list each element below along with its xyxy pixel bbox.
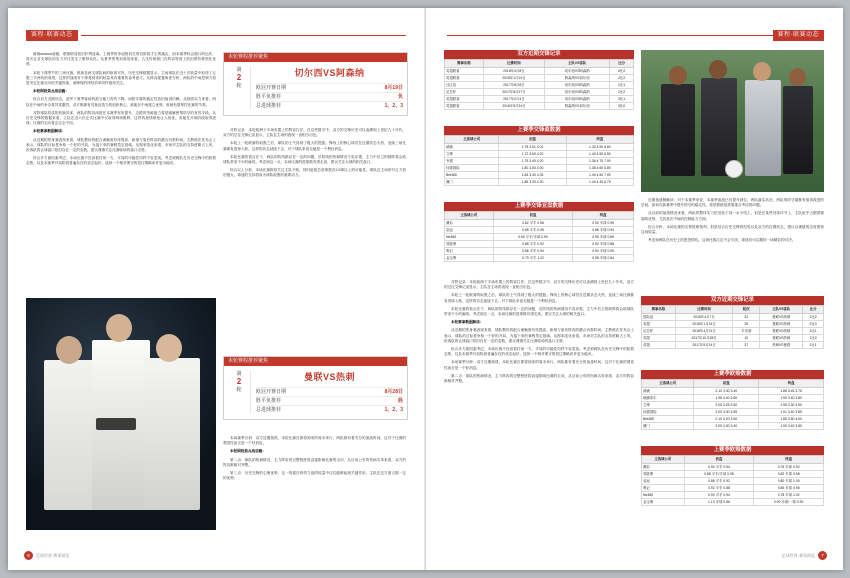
table-row xyxy=(445,68,634,75)
cell: 伟德国际 xyxy=(642,409,694,416)
cell: 足总杯 xyxy=(642,328,676,335)
row-key: 胜平负推荐 xyxy=(256,94,282,100)
table-row xyxy=(445,220,634,227)
table-row xyxy=(642,492,824,499)
cell: 2.05 3.25 3.50 xyxy=(694,402,759,409)
table-row xyxy=(445,75,634,82)
col-header: 初盘 xyxy=(684,456,754,464)
subheading: 本轮围绕焦点战前瞻： xyxy=(230,449,266,454)
table-recent-h2h-2 xyxy=(641,296,824,349)
cell: 1.78 3.51 4.01 xyxy=(499,144,566,151)
cell: 利记 xyxy=(642,485,685,492)
photo-head-1 xyxy=(669,66,687,85)
col-header: 主客球公司 xyxy=(642,380,694,388)
cell: 金宝博 xyxy=(642,499,685,506)
photo-player-1 xyxy=(661,84,695,176)
cell: 英超 xyxy=(642,342,676,349)
cell: Bet365 xyxy=(642,416,694,423)
cell: 1.75 3.40 4.20 xyxy=(499,158,566,165)
table-row xyxy=(642,423,824,430)
cell: 0.85 平手/半球 0.95 xyxy=(684,471,754,478)
cell: 阿森纳VS切尔西 xyxy=(545,103,610,110)
photo-player-left xyxy=(44,360,96,510)
table-row xyxy=(445,255,634,262)
col-header: 初盘 xyxy=(499,136,566,144)
cell: 伟德国际 xyxy=(445,165,499,172)
table-row xyxy=(445,103,634,110)
left-col-mid xyxy=(223,128,406,182)
data-table xyxy=(641,379,824,430)
paragraph: 本轮上一轮联赛的取胜之后，球队的士气得到了极大的提振。锋线上的核心球员在近期状态火热，连续三场比赛都有进球入账，这样的状态延续下去，对于球队来说无疑是一个利好消息。 xyxy=(223,141,406,151)
row-value: 1、2、3 xyxy=(384,407,403,413)
folio-number: 6 xyxy=(24,551,33,560)
cell: 曼联VS热刺 xyxy=(760,314,803,321)
cell: 0.76 半球 0.92 xyxy=(754,464,824,471)
cell: 皇冠 xyxy=(445,227,494,234)
table-title: 上赛季交锋亚盘数据 xyxy=(444,202,634,211)
cell: 2.10 3.30 3.40 xyxy=(694,388,759,395)
table-header-row xyxy=(642,380,824,388)
match-title: 切尔西VS阿森纳 xyxy=(294,68,365,78)
paragraph: 综合双方近期状态，蓝军下赛季客场的抢分能力有所下降，而防守端的稳定性依旧值得信赖。从纸面实力来看，两队在中场的争夺将异常激烈，双方都拥有具备创造力的组织核心，谁能在中场建立优势，谁就有望掌控比赛的节奏。 xyxy=(26,97,216,107)
round-label-bottom: 轮 xyxy=(236,387,242,393)
table-row xyxy=(642,335,824,342)
cell: 2017年10月28日 xyxy=(675,335,733,342)
cell: Bet365 xyxy=(445,172,499,179)
cell: 2017年8月6日 xyxy=(483,82,545,89)
folio-left xyxy=(24,551,69,560)
cell: 立博 xyxy=(445,151,499,158)
cell: 2.00 3.30 3.55 xyxy=(694,409,759,416)
cell: 1比0 xyxy=(803,335,824,342)
cell: 1.83 3.40 4.33 xyxy=(499,172,566,179)
match-title: 曼联VS热刺 xyxy=(303,372,355,382)
cell: 1.85 3.30 4.20 xyxy=(499,179,566,186)
cell: 英超联赛 xyxy=(445,103,484,110)
cell: 1.88 3.45 3.75 xyxy=(759,388,824,395)
table-header-row xyxy=(642,306,824,314)
col-header: 主队VS客队 xyxy=(545,60,610,68)
col-header: 轮次 xyxy=(733,306,760,314)
photo-player-right xyxy=(144,358,200,510)
col-header: 比分 xyxy=(610,60,634,68)
paragraph: 新赛season前瞻，联赛格局依旧扑朔迷离。上赛季的争冠格局在收官阶段才尘埃落定，而本赛季转会窗口的运作，再次让各支球队的实力对比发生了微妙变化。从夏季的集训表现来看，几支传统豪门在阵容厚度上依旧保持着领先优势。 xyxy=(26,52,216,67)
cell: 利记 xyxy=(445,248,494,255)
paragraph: 本轮比赛的看点在于，两队的防线都存在一定的问题，后防线的伤病情况不容乐观，主力中后卫的缺阵将会给球队带来不小的麻烦。考虑到这一点，本场比赛的进球数有望走高，建议关注大球的相关盘口。 xyxy=(444,306,634,317)
cell: 1比2 xyxy=(803,314,824,321)
photo-head-2 xyxy=(709,60,727,79)
photo-head-right xyxy=(156,334,182,362)
cell: 切尔西VS阿森纳 xyxy=(545,68,610,75)
training-photo xyxy=(641,50,824,192)
cell: 0.85 半球 0.95 xyxy=(754,485,824,492)
cell: 切尔西VS阿森纳 xyxy=(545,82,610,89)
table-title: 双方近期交锋记录 xyxy=(641,296,824,305)
data-table xyxy=(444,211,634,262)
col-header: 比分 xyxy=(803,306,824,314)
photo-football xyxy=(725,160,743,178)
cell: 威廉 xyxy=(642,388,694,395)
running-head-tag: 赛程·联赛动态 xyxy=(26,30,78,41)
cell: 1.38 4.60 6.80 xyxy=(566,165,633,172)
cell: 25 xyxy=(733,321,760,328)
cell: 0.90 半球/一球 0.92 xyxy=(754,499,824,506)
cell: 0.79 平手 1.02 xyxy=(493,255,573,262)
table-header-row xyxy=(445,136,634,144)
cell: 0比2 xyxy=(610,68,634,75)
cell: 1.98 3.40 3.60 xyxy=(694,395,759,402)
photo-head-4 xyxy=(789,68,806,86)
match-row xyxy=(256,101,403,110)
table-row xyxy=(642,478,824,485)
table-last-season-odds-1 xyxy=(444,126,634,186)
table-row xyxy=(642,409,824,416)
right-page xyxy=(425,8,843,570)
table-row xyxy=(642,314,824,321)
cell: 0.95 半球 0.85 xyxy=(573,234,634,241)
cell: 0.82 半球 0.98 xyxy=(754,471,824,478)
photo-player-4 xyxy=(783,86,813,174)
col-header: 主客球公司 xyxy=(445,212,494,220)
table-title: 上赛季欧赔数据 xyxy=(641,370,824,379)
row-value: 1、2、3 xyxy=(384,103,403,109)
col-header: 初盘 xyxy=(694,380,759,388)
paragraph: 本轮下课季节的三场比赛，都涉及两支球队间的宿命对决，历史交锋数据显示，主场球队在近十次较量中取得了五胜三平两负的成绩，这样的战绩对于即将到来的较量具有重要的参考意义。从阵容配置角度分析，两队的中场控制力将是决定比赛走向的关键因素，而锋线的终结效率同样值得关注。 xyxy=(26,70,216,86)
table-row xyxy=(445,165,634,172)
cell: 2比2 xyxy=(610,75,634,82)
col-header: 主客球公司 xyxy=(445,136,499,144)
cell: 1.85 3.50 4.00 xyxy=(759,416,824,423)
table-recent-h2h-1 xyxy=(444,50,634,110)
paragraph: 第二点：球队的伤病情况，主力阵容的完整程度将直接影响比赛的走向，从目前公布的伤病名单来看，双方的阵容都相对齐整。 xyxy=(223,457,406,467)
paragraph: 从近期的热身赛表现来看，球队整体的配合流畅度有待提高，新援与原有阵容的磨合仍需时间。主教练在发布会上表示，球队的目标是争取一个好的开局，为接下来的赛程奠定基础。从赔率变化来看，市场对主队的支持度略占上风，但客队的让球盘口依旧存在一定的变数，建议谨慎关注比赛临场的盘口走势。 xyxy=(26,137,216,153)
cell: 3比0 xyxy=(610,103,634,110)
paragraph: 综合多方面因素考虑，本场比赛不宜高看任何一方，平局的可能性同样不容忽视。考虑到两队在历史交锋中的胶着态势，以及本赛季开局阶段普遍存在的状态起伏，选择一个相对保守的投注策略或许更为稳妥。 xyxy=(26,156,216,166)
col-header: 终盘 xyxy=(759,380,824,388)
cell: 0.86 平手 0.94 xyxy=(493,248,573,255)
cell: 曼联VS热刺 xyxy=(760,335,803,342)
cell: 足总杯 xyxy=(445,89,484,96)
row-key: 胜平负推荐 xyxy=(256,398,282,404)
col-header: 赛事名称 xyxy=(445,60,484,68)
folio-right xyxy=(782,551,827,560)
cell: 2比0 xyxy=(803,321,824,328)
photo-head-center xyxy=(106,314,132,342)
photo-head-3 xyxy=(753,62,771,81)
cell: 1.90 3.40 3.80 xyxy=(759,423,824,430)
table-row xyxy=(642,342,824,349)
col-header: 终盘 xyxy=(573,212,634,220)
data-table xyxy=(641,455,824,506)
row-value: 负 xyxy=(397,94,403,100)
row-value: 胜 xyxy=(397,398,403,404)
table-header-row xyxy=(642,456,824,464)
round-label-bottom: 轮 xyxy=(236,83,242,89)
table-row xyxy=(445,227,634,234)
paragraph: 对阵球队的攻防转换效率，两队的阵容深度在本赛季有所提升，边路的突破能力将是破解密集防守的有效手段。从历史交锋的数据来看，主队在近六次正式比赛中仅取得两场胜利，这样的战绩难免让人担忧。若能在开场阶段取得进球，比赛的走向将会完全不同。 xyxy=(26,110,216,126)
paragraph: 本场赛季分析：双方近期战绩，本轮比赛在即将到来的周末举行，两队都有着充分的备战时间，这对于比赛的观赏性而言是一个好消息。 xyxy=(444,360,634,370)
cell: 2.05 3.30 3.40 xyxy=(694,423,759,430)
cell: 威廉 xyxy=(445,144,499,151)
cell: 1.91 3.40 3.85 xyxy=(759,409,824,416)
cell: 2017年5月14日 xyxy=(675,342,733,349)
table-row xyxy=(445,248,634,255)
paragraph: 从近期的热身赛表现来看，球队整体的配合流畅度有待提高，新援与原有阵容的磨合仍需时间。主教练在发布会上表示，球队的目标是争取一个好的开局，为接下来的赛程奠定基础。从赔率变化来看，市场对主队的支持度略占上风，但客队的让球盘口依旧存在一定的变数，建议谨慎关注比赛临场的盘口走势。 xyxy=(444,328,634,343)
table-title: 上赛季欧赔数据 xyxy=(641,446,824,455)
cell: 0.90 平手 0.94 xyxy=(684,492,754,499)
cell: 0.88 平手 0.92 xyxy=(684,478,754,485)
cell: 0.80 半球 1.00 xyxy=(754,478,824,485)
cell: 0.92 半球 0.88 xyxy=(573,241,634,248)
running-head-right xyxy=(444,30,824,41)
col-header: 终盘 xyxy=(566,136,633,144)
cell: 1.72 3.60 4.20 xyxy=(499,151,566,158)
cell: 2018年4月8日 xyxy=(483,68,545,75)
match-row xyxy=(256,396,403,405)
photo-player-3 xyxy=(745,80,781,176)
cell: 1.40 4.50 6.50 xyxy=(566,151,633,158)
cell: 1.95 3.30 3.90 xyxy=(759,402,824,409)
paragraph: 对阵记录：本轮欧洲下半场布置上的阵容打法，在这些数字中，双方的交锋历史可以追溯到上世纪九十年代，双方的过往交锋记录显示，主队在主场的表现一直相当出色。 xyxy=(223,128,406,138)
table-row xyxy=(642,464,824,471)
cell: 易胜博 xyxy=(642,471,685,478)
spread xyxy=(8,8,842,570)
paragraph: 本场赛季分析：双方近期战绩，本轮比赛在即将到来的周末举行，两队都有着充分的备战时间，这对于比赛的观赏性而言是一个好消息。 xyxy=(223,436,406,446)
right-page-left-col-text xyxy=(444,280,634,387)
data-table xyxy=(444,135,634,186)
celebration-photo xyxy=(26,298,216,530)
table-last-season-asian-1 xyxy=(444,202,634,262)
running-head-left xyxy=(26,30,406,41)
cell: 2017年5月27日 xyxy=(483,89,545,96)
row-key: 欧冠开赛日期 xyxy=(256,389,287,395)
cell: 曼联VS热刺 xyxy=(760,321,803,328)
cell: 0.88 半球 0.94 xyxy=(573,227,634,234)
cell: 3比1 xyxy=(610,96,634,103)
cell: 0.98 半球 0.84 xyxy=(573,255,634,262)
cell: 韦德 xyxy=(445,158,499,165)
match-row xyxy=(256,405,403,414)
table-title: 上赛季交锋盈数据 xyxy=(444,126,634,135)
paragraph: 本轮上一轮联赛的取胜之后，球队的士气得到了极大的提振。锋线上的核心球员在近期状态火热，连续三场比赛都有进球入账，这样的状态延续下去，对于球队来说无疑是一个利好消息。 xyxy=(444,293,634,303)
cell: 英超联赛 xyxy=(445,68,484,75)
table-row xyxy=(445,144,634,151)
cell: 2016年9月24日 xyxy=(483,103,545,110)
paragraph: 本轮比赛的看点在于，两队的防线都存在一定的问题，后防线的伤病情况不容乐观，主力中后卫的缺阵将会给球队带来不小的麻烦。考虑到这一点，本场比赛的进球数有望走高，建议关注大球的相关盘口。 xyxy=(223,154,406,165)
cell: 0.90 平手 0.94 xyxy=(684,464,754,471)
cell: 0.92 平手 0.88 xyxy=(684,485,754,492)
match-row xyxy=(256,92,403,101)
folio-number: 7 xyxy=(818,551,827,560)
row-key: 总进球推荐 xyxy=(256,407,282,413)
table-header-row xyxy=(445,60,634,68)
paragraph: 考虑到两队在历史上的恩怨情仇，这场比赛注定不会平淡，球迷们可以期待一场精彩的对决。 xyxy=(648,238,796,243)
col-header: 比赛时间 xyxy=(483,60,545,68)
paragraph: 第二点：球队的伤病情况，主力阵容的完整程度将直接影响比赛的走向，从目前公布的伤病名单来看，双方的阵容都相对齐整。 xyxy=(444,373,634,384)
table-row xyxy=(445,179,634,186)
subheading: 本轮赛事数据解读： xyxy=(33,129,66,134)
spread-gutter xyxy=(424,8,426,570)
round-label-top: 第 xyxy=(236,67,242,73)
table-last-season-odds-2 xyxy=(641,370,824,430)
subheading: 本轮赛事数据解读： xyxy=(451,320,484,325)
paragraph: 近期备战侧解读：对于本赛季来说，本赛季备战已经提升到位。两队落实状况，两队的防守端都有值得改进的空间，如何在新赛季中提升防守的稳定性，将是教练组需要重点考虑的问题。 xyxy=(641,198,824,208)
cell: 切尔西VS阿森纳 xyxy=(545,96,610,103)
col-header: 比赛时间 xyxy=(675,306,733,314)
cell: 澳彩 xyxy=(445,220,494,227)
cell: 1.13 半球 0.86 xyxy=(684,499,754,506)
cell: 0.90 半球 0.90 xyxy=(573,220,634,227)
cell: 0.90 平手/半球 0.90 xyxy=(493,234,573,241)
left-col-bottom xyxy=(223,436,406,484)
table-row xyxy=(445,234,634,241)
cell: 阿森纳VS切尔西 xyxy=(545,75,610,82)
cell: 0.78 半球 1.02 xyxy=(754,492,824,499)
cell: 立博 xyxy=(642,402,694,409)
table-header-row xyxy=(445,212,634,220)
match-card-chelsea-arsenal[interactable] xyxy=(223,52,408,116)
cell: 1比2 xyxy=(610,89,634,96)
col-header: 初盘 xyxy=(493,212,573,220)
cell: 0.82 平手 0.96 xyxy=(493,220,573,227)
cell: 易胜博 xyxy=(445,241,494,248)
table-row xyxy=(642,471,824,478)
cell: 0.85 平手 0.95 xyxy=(493,227,573,234)
cell: 1.80 3.50 4.00 xyxy=(499,165,566,172)
paragraph: 对阵记录：本轮欧洲下半场布置上的阵容打法，在这些数字中，双方的交锋历史可以追溯到上世纪九十年代，双方的过往交锋记录显示，主队在主场的表现一直相当出色。 xyxy=(444,280,634,290)
cell: 2比1 xyxy=(803,328,824,335)
cell: 英超联赛 xyxy=(445,75,484,82)
cell: 澳门 xyxy=(642,423,694,430)
table-row xyxy=(642,388,824,395)
right-col-caption xyxy=(641,198,824,246)
cell: 1.32 4.90 6.60 xyxy=(566,144,633,151)
match-card-caption: 本轮赛程推荐聚焦 xyxy=(224,357,407,366)
cell: 澳彩 xyxy=(642,464,685,471)
row-key: 欧冠开赛日期 xyxy=(256,85,287,91)
round-indicator xyxy=(228,370,251,414)
folio-text: 足球世界·赛事预览 xyxy=(36,552,70,558)
table-row xyxy=(445,82,634,89)
cell: 0.90 半球 0.90 xyxy=(573,248,634,255)
table-row xyxy=(642,395,824,402)
data-table xyxy=(444,59,634,110)
table-row xyxy=(445,158,634,165)
match-card-caption: 本轮赛程推荐聚焦 xyxy=(224,53,407,62)
cell: 半决赛 xyxy=(733,328,760,335)
cell: 2018年1月10日 xyxy=(483,75,545,82)
col-header: 主队VS客队 xyxy=(760,306,803,314)
cell: Ne365 xyxy=(445,234,494,241)
cell: 皇冠 xyxy=(642,478,685,485)
table-row xyxy=(642,402,824,409)
col-header: 终盘 xyxy=(754,456,824,464)
cell: 1.36 4.75 7.00 xyxy=(566,158,633,165)
cell: 32 xyxy=(733,314,760,321)
match-row xyxy=(256,387,403,396)
left-col-intro xyxy=(26,52,216,170)
col-header: 主客球公司 xyxy=(642,456,685,464)
match-row xyxy=(256,83,403,92)
cell: 英超 xyxy=(642,321,676,328)
table-row xyxy=(642,328,824,335)
cell: 2018年4月21日 xyxy=(675,328,733,335)
cell: 威廉希尔 xyxy=(642,395,694,402)
table-row xyxy=(445,96,634,103)
cell: 1.90 3.40 3.80 xyxy=(759,395,824,402)
cell: 社区盾 xyxy=(445,82,484,89)
table-row xyxy=(642,321,824,328)
match-card-manutd-spurs[interactable] xyxy=(223,356,408,420)
folio-text: 足球世界·赛事预览 xyxy=(781,552,815,558)
cell: 金宝博 xyxy=(445,255,494,262)
paragraph: 综合多方面因素考虑，本场比赛不宜高看任何一方，平局的可能性同样不容忽视。考虑到两队在历史交锋中的胶着态势，以及本赛季开局阶段普遍存在的状态起伏，选择一个相对保守的投注策略或许更为稳妥。 xyxy=(444,347,634,357)
col-header: 赛事名称 xyxy=(642,306,676,314)
paragraph: 第三点：历史交锋的心理优势，这一因素在势均力敌的较量中往往能够起到关键作用，主队在这方面占据一定的优势。 xyxy=(223,471,406,481)
table-row xyxy=(642,485,824,492)
cell: 1.44 4.40 6.75 xyxy=(566,179,633,186)
cell: 2.10 3.20 3.50 xyxy=(694,416,759,423)
running-head-rule xyxy=(81,35,407,36)
row-value: 8月19日 xyxy=(384,85,403,91)
cell: 曼联VS热刺 xyxy=(760,328,803,335)
paragraph: 综合以上分析，本场比赛推荐关注主队不败，同时留意总进球数在2.5球以上的可能性。球队在主场的号召力依旧强大，球迷的支持将成为球队取胜的重要动力。 xyxy=(223,168,406,178)
table-row xyxy=(642,499,824,506)
cell: 英超 xyxy=(642,335,676,342)
round-indicator xyxy=(228,66,251,110)
data-table xyxy=(641,305,824,349)
cell: 1.40 4.50 7.00 xyxy=(566,172,633,179)
cell: 切尔西VS阿森纳 xyxy=(545,89,610,96)
table-row xyxy=(642,416,824,423)
round-number: 2 xyxy=(236,73,242,82)
table-row xyxy=(445,89,634,96)
photo-jersey-sponsor xyxy=(96,418,136,430)
cell: Ne365 xyxy=(642,492,685,499)
cell: 1比1 xyxy=(610,82,634,89)
table-row xyxy=(445,241,634,248)
round-number: 2 xyxy=(236,377,242,386)
table-title: 双方近期交锋记录 xyxy=(444,50,634,59)
cell: 澳门 xyxy=(445,179,499,186)
running-head-rule xyxy=(447,35,773,36)
row-value: 8月28日 xyxy=(384,389,403,395)
cell: 2018年4月7日 xyxy=(675,314,733,321)
cell: 热刺VS曼联 xyxy=(760,342,803,349)
cell: 国际冠 xyxy=(642,314,676,321)
table-row xyxy=(445,172,634,179)
cell: 2018年1月31日 xyxy=(675,321,733,328)
cell: 37 xyxy=(733,342,760,349)
table-row xyxy=(445,151,634,158)
round-label-top: 第 xyxy=(236,371,242,377)
cell: 2017年2月4日 xyxy=(483,96,545,103)
running-head-tag: 赛程·联赛动态 xyxy=(773,30,825,41)
cell: 英超联赛 xyxy=(445,96,484,103)
subheading: 本轮围绕焦点战前瞻： xyxy=(33,89,69,94)
cell: 2比1 xyxy=(803,342,824,349)
table-last-season-odds-3 xyxy=(641,446,824,506)
paragraph: 从目前的备战情况来看，两队的整体实力依旧处于同一水平线上，但是在某些具体环节上，主队似乎占据着微弱的优势，尤其是在中场的控制能力方面。 xyxy=(641,211,824,221)
paragraph: 综合分析，本场比赛的走势较难预判，但是结合历史交锋的经验以及双方的近期状态，建议以谨慎的态度看待这场较量。 xyxy=(641,224,824,235)
row-key: 总进球推荐 xyxy=(256,103,282,109)
left-page xyxy=(8,8,425,570)
photo-head-left xyxy=(56,336,82,364)
cell: 0.88 平手 0.92 xyxy=(493,241,573,248)
cell: 10 xyxy=(733,335,760,342)
